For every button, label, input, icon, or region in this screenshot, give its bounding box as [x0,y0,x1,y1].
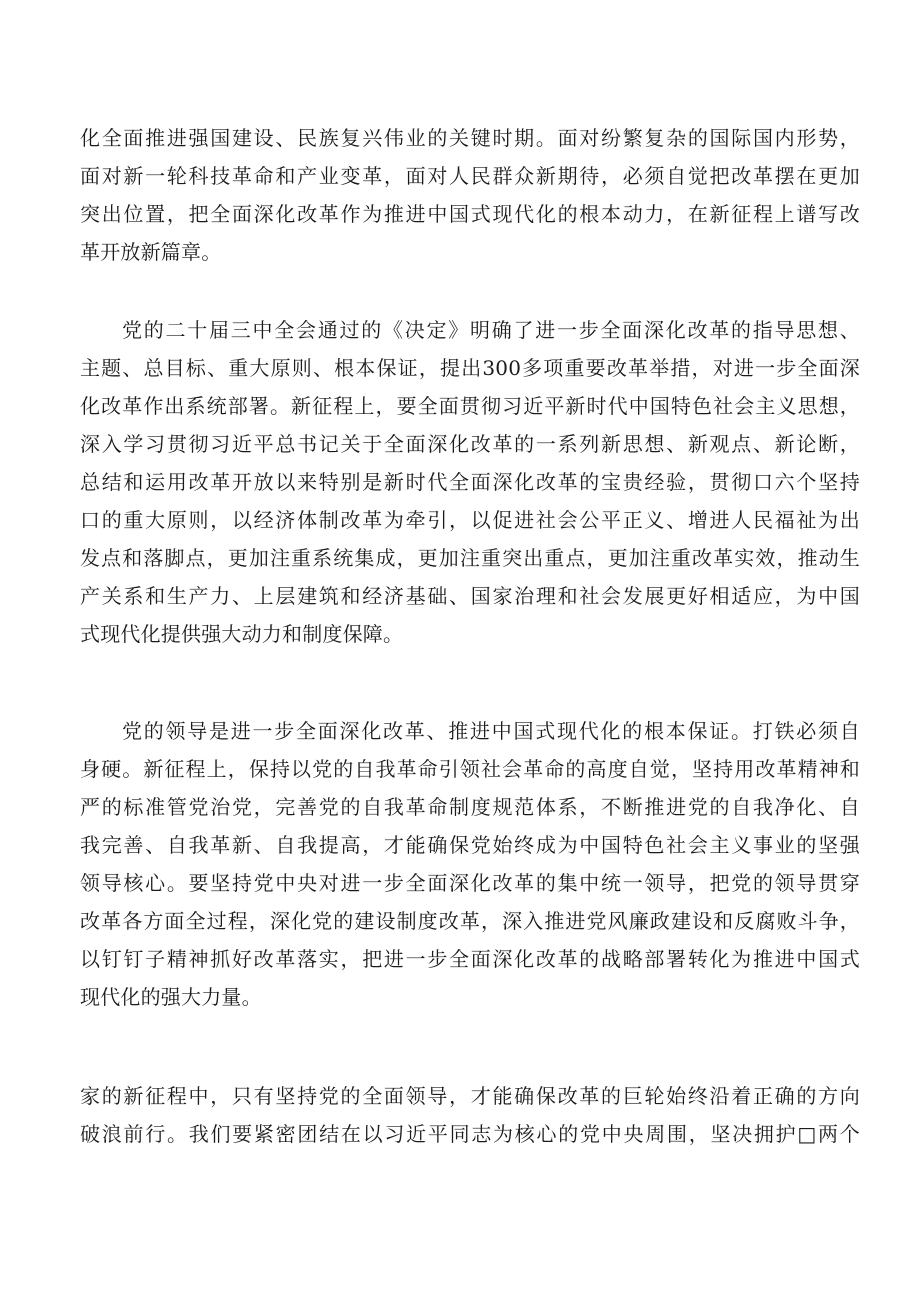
text-line: 式现代化提供强大动力和制度保障。 [80,622,404,646]
text-line: 化全面推进强国建设、民族复兴伟业的关键时期。面对纷繁复杂的国际国内形势， [80,126,860,150]
paragraph-2 [80,311,860,653]
text-line: 面对新一轮科技革命和产业变革，面对人民群众新期待，必须自觉把改革摆在更加 [80,164,860,188]
text-line: 口的重大原则，以经济体制改革为牵引，以促进社会公平正义、增进人民福祉为出 [80,508,860,532]
text-line: 现代化的强大力量。 [80,985,262,1009]
text-line: 发点和落脚点，更加注重系统集成，更加注重突出重点，更加注重改革实效，推动生 [80,546,860,570]
text-line: 我完善、自我革新、自我提高，才能确保党始终成为中国特色社会主义事业的坚强 [80,833,860,857]
text-line: 总结和运用改革开放以来特别是新时代全面深化改革的宝贵经验，贯彻口六个坚持 [80,470,860,494]
text-line: 严的标准管党治党，完善党的自我革命制度规范体系，不断推进党的自我净化、自 [80,795,860,819]
text-line: 以钉钉子精神抓好改革落实，把进一步全面深化改革的战略部署转化为推进中国式 [80,947,860,971]
text-line: 深入学习贯彻习近平总书记关于全面深化改革的一系列新思想、新观点、新论断， [80,432,860,456]
text-line: 突出位置，把全面深化改革作为推进中国式现代化的根本动力，在新征程上谱写改 [80,202,860,226]
text-line: 主题、总目标、重大原则、根本保证，提出300多项重要改革举措，对进一步全面深 [80,356,860,380]
text-line: 家的新征程中，只有坚持党的全面领导，才能确保改革的巨轮始终沿着正确的方向 [80,1084,860,1108]
text-line: 党的二十届三中全会通过的《决定》明确了进一步全面深化改革的指导思想、 [122,318,860,342]
paragraph-3 [80,712,860,1016]
text-line: 产关系和生产力、上层建筑和经济基础、国家治理和社会发展更好相适应，为中国 [80,584,860,608]
paragraph-4 [80,1077,860,1153]
text-line: 化改革作出系统部署。新征程上，要全面贯彻习近平新时代中国特色社会主义思想， [80,394,860,418]
text-line: 革开放新篇章。 [80,240,222,264]
text-line: 身硬。新征程上，保持以党的自我革命引领社会革命的高度自觉，坚持用改革精神和 [80,757,860,781]
text-line: 改革各方面全过程，深化党的建设制度改革，深入推进党风廉政建设和反腐败斗争， [80,909,860,933]
text-line: 党的领导是进一步全面深化改革、推进中国式现代化的根本保证。打铁必须自 [122,719,860,743]
paragraph-1 [80,119,860,271]
text-line: 领导核心。要坚持党中央对进一步全面深化改革的集中统一领导，把党的领导贯穿 [80,871,860,895]
text-line: 破浪前行。我们要紧密团结在以习近平同志为核心的党中央周围，坚决拥护□两个 [80,1122,860,1146]
